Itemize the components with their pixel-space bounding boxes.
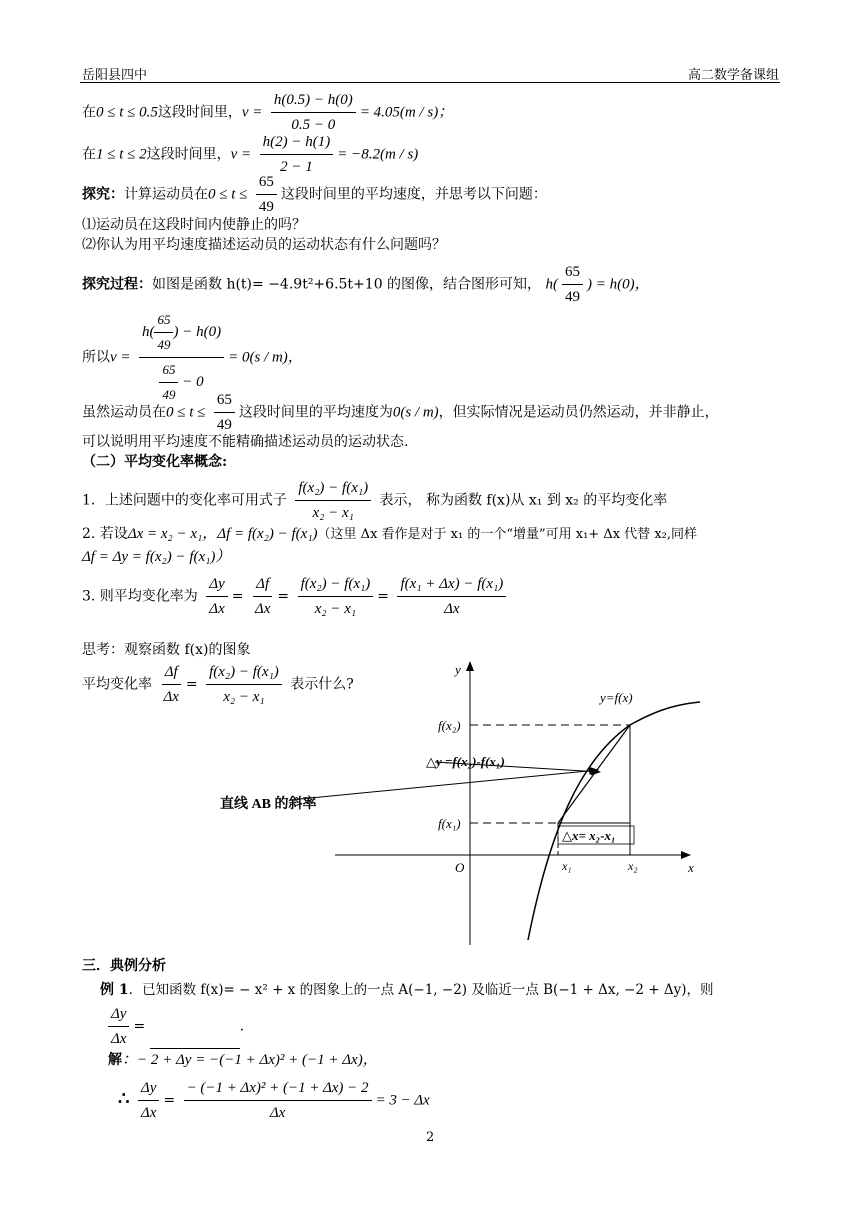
header-left: 岳阳县四中: [82, 68, 148, 83]
solution-line-2: ∴ $\frac{\Delta y}{\Delta x}$ = $\frac{\text{− (−1 + Δx)² + (−1 + Δx) − 2}}{\Delta x}$ = 3 − Δx: [118, 1080, 430, 1121]
think-line-1: 思考：观察函数 f(x)的图象: [82, 642, 251, 658]
fraction: $\frac{\Delta f}{\Delta x}$: [163, 664, 179, 705]
avg-speed-line-1: 在0 ≤ t ≤ 0.5这段时间里，v = $\frac{h(0.5) - h(0)}{0.5 - 0}$ = 4.05(m / s)；: [82, 92, 454, 133]
fraction: $\frac{\text{− (−1 + Δx)² + (−1 + Δx) − 2}}{\Delta x}$: [184, 1078, 372, 1123]
concept-1: 1．上述问题中的变化率可用式子 $\frac{\text{f(x₂) − f(x₁)}}{\text{x₂ − x₁}}$ 表示， 称为函数 f(x)从 x₁ 到 x₂ 的平均变化率: [82, 480, 668, 521]
though-line: 虽然运动员在0 ≤ t ≤ $\frac{65}{49}$ 这段时间里的平均速度为0(s / m)，但实际情况是运动员仍然运动，并非静止，: [82, 392, 719, 433]
concept-3: 3. 则平均变化率为 $\frac{\Delta y}{\Delta x}$ = $\frac{\Delta f}{\Delta x}$ = $\frac{\text{f(x₂) − f(x₁)}}{\text{x₂ − x₁}}$ = $\frac{\text{f(x₁ + Δx) − f(x₁)}}{\Delta x}$: [82, 574, 510, 619]
fraction: $\frac{\text{f(x₂) − f(x₁)}}{\text{x₂ − x₁}}$: [298, 574, 374, 619]
process-line: 探究过程：如图是函数 h(t)= −4.9t²+6.5t+10 的图像，结合图形可知， h( $\frac{65}{49}$ ) = h(0)，: [82, 264, 650, 305]
fraction: $\frac{\text{f(x₁ + Δx) − f(x₁)}}{\Delta x}$: [397, 574, 506, 619]
example-1: 例 1．已知函数 f(x)= − x² + x 的图象上的一点 A(−1, −2) 及临近一点 B(−1 + Δx, −2 + Δy)，则: [100, 982, 714, 998]
x1-label: x₁: [562, 859, 572, 873]
fraction: $\frac{h(2) - h(1)}{2 - 1}$: [260, 132, 334, 177]
question-1: ⑴运动员在这段时间内使静止的吗？: [82, 217, 306, 233]
delta-y-label: △y =f(x₂)-f(x₁): [426, 754, 505, 769]
slope-arrow: [290, 770, 598, 800]
solution-line-1: 解：− 2 + Δy = −(−1 + Δx)² + (−1 + Δx)，: [108, 1052, 378, 1068]
fraction: $\frac{\Delta y}{\Delta x}$: [108, 1004, 129, 1049]
slope-label: 直线 AB 的斜率: [220, 797, 317, 812]
y-axis-label: y: [455, 662, 461, 677]
x-axis-label: x: [688, 860, 694, 875]
so-line: 所以v = h( $\frac{65}{49}$ ) − h(0) $\frac{65}{49}$ − 0 = 0(s / m)，: [82, 310, 303, 405]
fraction: $\frac{h(0.5) - h(0)}{0.5 - 0}$: [271, 90, 356, 135]
fraction: $\frac{\text{f(x₂) − f(x₁)}}{\text{x₂ − x₁}}$: [295, 478, 371, 523]
origin-label: O: [455, 860, 465, 875]
think-line-2: 平均变化率 $\frac{\Delta f}{\Delta x}$ = $\frac{\text{f(x₂) − f(x₁)}}{\text{x₂ − x₁}}$ 表示什么?: [82, 664, 354, 705]
x2-label: x₂: [628, 859, 638, 873]
example-1-answer: $\frac{\Delta y}{\Delta x}$ = .: [108, 1004, 244, 1049]
though-line-2: 可以说明用平均速度不能精确描述运动员的运动状态.: [82, 434, 409, 450]
delta-x-label: △x= x₂-x₁: [562, 828, 616, 843]
fx1-label: f(x₁): [438, 816, 461, 831]
fraction: $\frac{\Delta y}{\Delta x}$: [138, 1078, 159, 1123]
explore-line: 探究：计算运动员在0 ≤ t ≤ $\frac{65}{49}$ 这段时间里的平均速度，并思考以下问题：: [82, 174, 547, 215]
concept-2: 2. 若设Δx = x₂ − x₁，Δf = f(x₂) − f(x₁)（这里 Δx 看作是对于 x₁ 的一个“增量”可用 x₁+ Δx 代替 x₂,同样: [82, 526, 697, 542]
header-right: 高二数学备课组: [688, 68, 780, 83]
fx2-label: f(x₂): [438, 718, 461, 733]
concept-2-cont: Δf = Δy = f(x₂) − f(x₁)）: [82, 549, 231, 565]
answer-blank: [150, 1034, 240, 1049]
curve-label: y=f(x): [600, 690, 633, 705]
page-number: 2: [426, 1130, 435, 1145]
section-3-heading: 三．典例分析: [82, 958, 166, 974]
secant-ab: [558, 725, 630, 823]
fraction: $\frac{65}{49}$: [214, 390, 235, 435]
average-rate-figure: [200, 650, 720, 950]
function-curve: [528, 702, 700, 940]
fraction: $\frac{65}{49}$: [256, 172, 277, 217]
avg-speed-line-2: 在1 ≤ t ≤ 2这段时间里，v = $\frac{h(2) - h(1)}{2 - 1}$ = −8.2(m / s): [82, 134, 419, 175]
fraction: h( $\frac{65}{49}$ ) − h(0) $\frac{65}{49}$ − 0: [139, 310, 224, 405]
fraction: $\frac{\text{f(x₂) − f(x₁)}}{\text{x₂ − x₁}}$: [206, 662, 282, 707]
header-rule: [80, 82, 780, 83]
fraction: $\frac{\Delta f}{\Delta x}$: [254, 576, 271, 617]
question-2: ⑵你认为用平均速度描述运动员的运动状态有什么问题吗？: [82, 237, 446, 253]
fraction: $\frac{\Delta y}{\Delta x}$: [206, 574, 227, 619]
section-2-heading: （二）平均变化率概念:: [82, 454, 228, 470]
fraction: $\frac{65}{49}$: [562, 262, 583, 307]
